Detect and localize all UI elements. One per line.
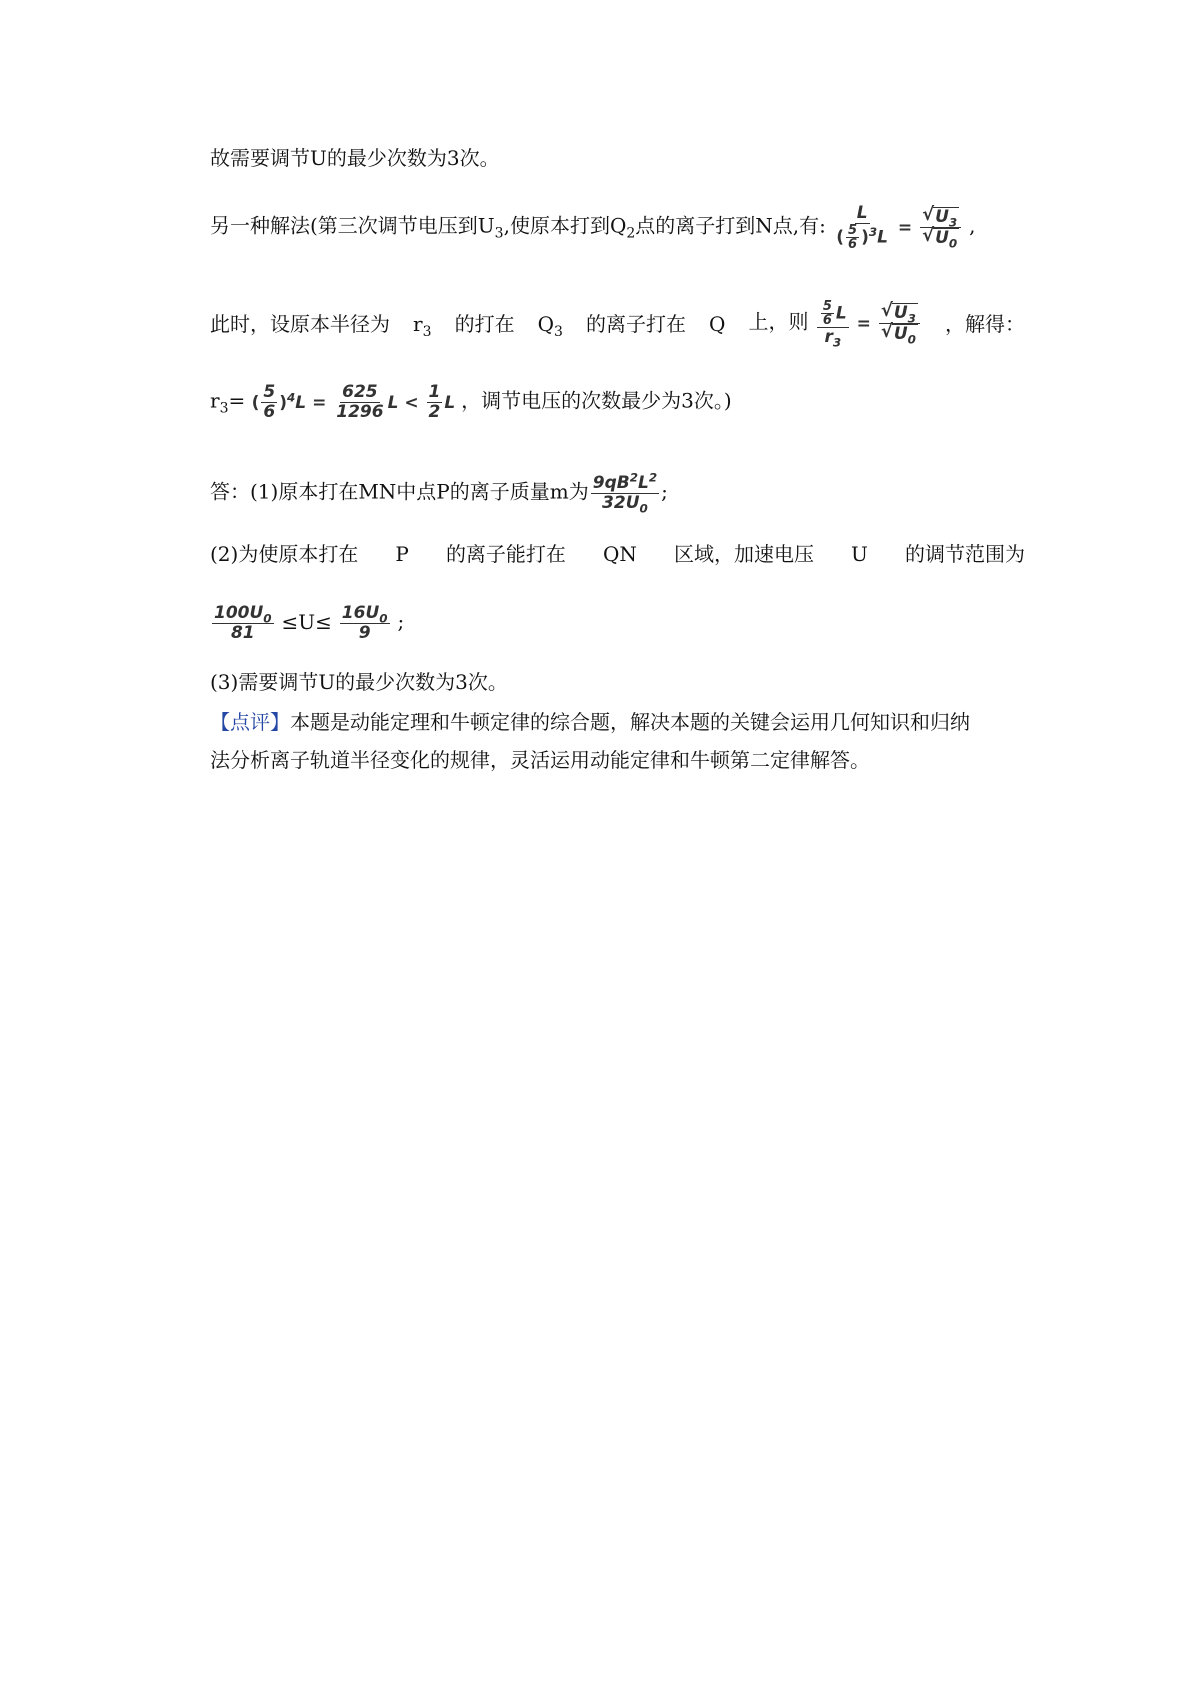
answer-line-1 [210, 470, 1025, 516]
left-fraction-num: L [856, 203, 868, 223]
line4-suffix: ，调节电压的次数最少为3次。) [461, 388, 732, 413]
voltage-range-formula: $\frac{100U_0}{81}$ ≤U≤ $\frac{16U_0}{9}$ [214, 603, 388, 643]
equals-sign: = [228, 388, 246, 413]
five-sixths: $\frac{5}{6}$ [848, 223, 858, 252]
line2-suffix: 点的离子打到N点,有: [635, 213, 826, 238]
answer2-item-3: 的离子能打在 [445, 542, 566, 566]
answer2-item-6: U [851, 542, 868, 566]
text-line-1: 故需要调节U的最少次数为3次。 [210, 146, 500, 170]
answer2-item-2: P [395, 542, 409, 566]
comment-label: 【点评】 [210, 710, 290, 734]
u3-subscript: 3 [494, 225, 504, 242]
answer1-suffix: ; [661, 479, 668, 504]
line3-part1: 此时，设原本半径为 [210, 311, 390, 336]
answer2-item-4: QN [603, 542, 637, 566]
line3-part5: ，解得： [944, 311, 1025, 336]
q2-subscript: 2 [626, 225, 636, 242]
answer2-item-1: (2)为使原本打在 [210, 542, 359, 566]
comment-text: 本题是动能定理和牛顿定律的综合题，解决本题的关键会运用几何知识和归纳 [290, 710, 970, 734]
r3-symbol: $r_3$ [413, 311, 432, 340]
q-symbol: Q [709, 311, 726, 336]
text-line-4 [210, 383, 1025, 422]
radius-result-equation: ( $\frac{5}{6}$ )$^4$L = $\frac{625}{1296}$ L < $\frac{1}{2}$ L [251, 382, 462, 422]
r3-result-prefix: r [210, 388, 220, 413]
answer1-prefix: 答：(1)原本打在MN中点P的离子质量m为 [210, 479, 589, 504]
mass-formula: $\frac{9qB^2L^2}{32U_0}$ [592, 470, 658, 516]
comment-line-1 [210, 708, 1025, 736]
line2-comma: , [969, 213, 976, 238]
r3-result-subscript: 3 [219, 400, 229, 417]
left-fraction-den: ( $\frac{5}{6}$ )$^3$L [836, 223, 888, 252]
line3-part3: 的离子打在 [586, 311, 686, 336]
answer2-item-5: 区域，加速电压 [673, 542, 814, 566]
line3-part2: 的打在 [454, 311, 515, 336]
line3-part4-with-equation: 上，则 $\frac{5}{6}$ L $r_3$ = √ $U_3$ √ $U_0$ [749, 300, 922, 347]
answer-line-2 [210, 540, 1025, 568]
answer-line-3: (3)需要调节U的最少次数为3次。 [210, 670, 508, 694]
right-fraction: √ $U_3$ √ $U_0$ [920, 207, 961, 248]
voltage-ratio-equation: L ( $\frac{5}{6}$ )$^3$L = √ $U_3$ √ $U_0$ [832, 218, 969, 238]
text-line-3 [210, 299, 1025, 350]
line2-middle: ,使原本打到Q [503, 213, 627, 238]
radius-ratio-equation: $\frac{5}{6}$ L $r_3$ = √ $U_3$ √ $U_0$ [815, 314, 922, 334]
comment-line-2: 法分析离子轨道半径变化的规律，灵活运用动能定律和牛顿第二定律解答。 [210, 748, 870, 772]
q3-symbol: $Q_3$ [537, 311, 563, 340]
answer-range-line [210, 604, 1025, 643]
text-line-2 [210, 204, 1025, 251]
line2-prefix: 另一种解法(第三次调节电压到U [210, 213, 495, 238]
left-fraction [834, 204, 890, 251]
range-suffix: ; [397, 609, 405, 634]
answer2-item-7: 的调节范围为 [904, 542, 1025, 566]
